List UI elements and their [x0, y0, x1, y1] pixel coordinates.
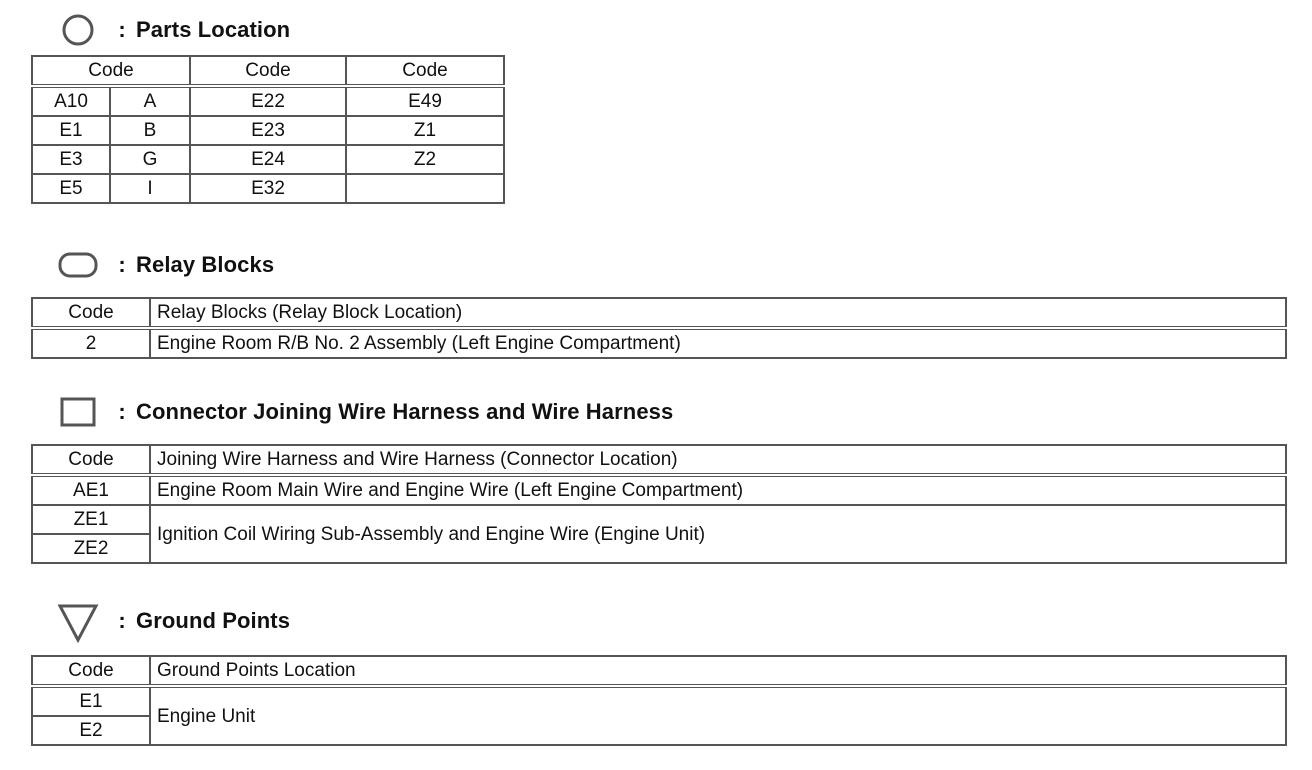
table-header-row — [32, 656, 1286, 686]
location-cell: Engine Room R/B No. 2 Assembly (Left Engine Compartment) — [150, 328, 1286, 358]
code-cell: E1 — [32, 116, 110, 145]
table-header-row — [32, 298, 1286, 328]
location-cell: Ignition Coil Wiring Sub-Assembly and Engine Wire (Engine Unit) — [150, 505, 1286, 563]
code-cell: Z2 — [346, 145, 504, 174]
section-title: Parts Location — [136, 17, 291, 42]
code-cell: E23 — [190, 116, 346, 145]
section-title: Connector Joining Wire Harness and Wire Harness — [136, 399, 674, 424]
column-header: Code — [32, 56, 190, 86]
table-row — [32, 505, 1286, 534]
code-cell: A10 — [32, 86, 110, 116]
code-cell — [346, 174, 504, 203]
column-header: Code — [346, 56, 504, 86]
location-cell: Engine Room Main Wire and Engine Wire (Left Engine Compartment) — [150, 475, 1286, 505]
code-cell: 2 — [32, 328, 150, 358]
table-row — [32, 174, 504, 203]
column-header: Code — [32, 445, 150, 475]
table-row — [32, 475, 1286, 505]
parts-location-table — [31, 55, 505, 204]
code-cell: I — [110, 174, 190, 203]
column-header: Relay Blocks (Relay Block Location) — [150, 298, 1286, 328]
triangle-down-icon — [48, 604, 108, 638]
connector-joining-table — [31, 444, 1287, 564]
heading-colon: : — [118, 17, 126, 42]
code-cell: E24 — [190, 145, 346, 174]
ground-points-table — [31, 655, 1287, 746]
code-cell: ZE2 — [32, 534, 150, 563]
code-cell: E3 — [32, 145, 110, 174]
column-header: Code — [190, 56, 346, 86]
code-cell: A — [110, 86, 190, 116]
square-icon — [48, 395, 108, 429]
column-header: Code — [32, 656, 150, 686]
connector-joining-heading — [48, 395, 673, 429]
parts-location-heading — [48, 13, 290, 47]
table-header-row — [32, 445, 1286, 475]
code-cell: E49 — [346, 86, 504, 116]
code-cell: G — [110, 145, 190, 174]
column-header: Joining Wire Harness and Wire Harness (Connector Location) — [150, 445, 1286, 475]
table-row — [32, 328, 1286, 358]
ground-points-heading — [48, 604, 290, 638]
column-header: Ground Points Location — [150, 656, 1286, 686]
heading-colon: : — [118, 252, 126, 277]
heading-colon: : — [118, 399, 126, 424]
table-row — [32, 145, 504, 174]
section-title: Ground Points — [136, 608, 291, 633]
code-cell: E5 — [32, 174, 110, 203]
code-cell: ZE1 — [32, 505, 150, 534]
code-cell: AE1 — [32, 475, 150, 505]
section-title: Relay Blocks — [136, 252, 275, 277]
code-cell: B — [110, 116, 190, 145]
code-cell: Z1 — [346, 116, 504, 145]
code-cell: E22 — [190, 86, 346, 116]
code-cell: E32 — [190, 174, 346, 203]
table-row — [32, 86, 504, 116]
relay-blocks-heading — [48, 248, 274, 282]
location-cell: Engine Unit — [150, 686, 1286, 745]
heading-colon: : — [118, 608, 126, 633]
table-row — [32, 686, 1286, 716]
code-cell: E1 — [32, 686, 150, 716]
code-cell: E2 — [32, 716, 150, 745]
circle-icon — [48, 13, 108, 47]
table-row — [32, 116, 504, 145]
table-header-row — [32, 56, 504, 86]
relay-blocks-table — [31, 297, 1287, 359]
rounded-rect-icon — [48, 248, 108, 282]
column-header: Code — [32, 298, 150, 328]
